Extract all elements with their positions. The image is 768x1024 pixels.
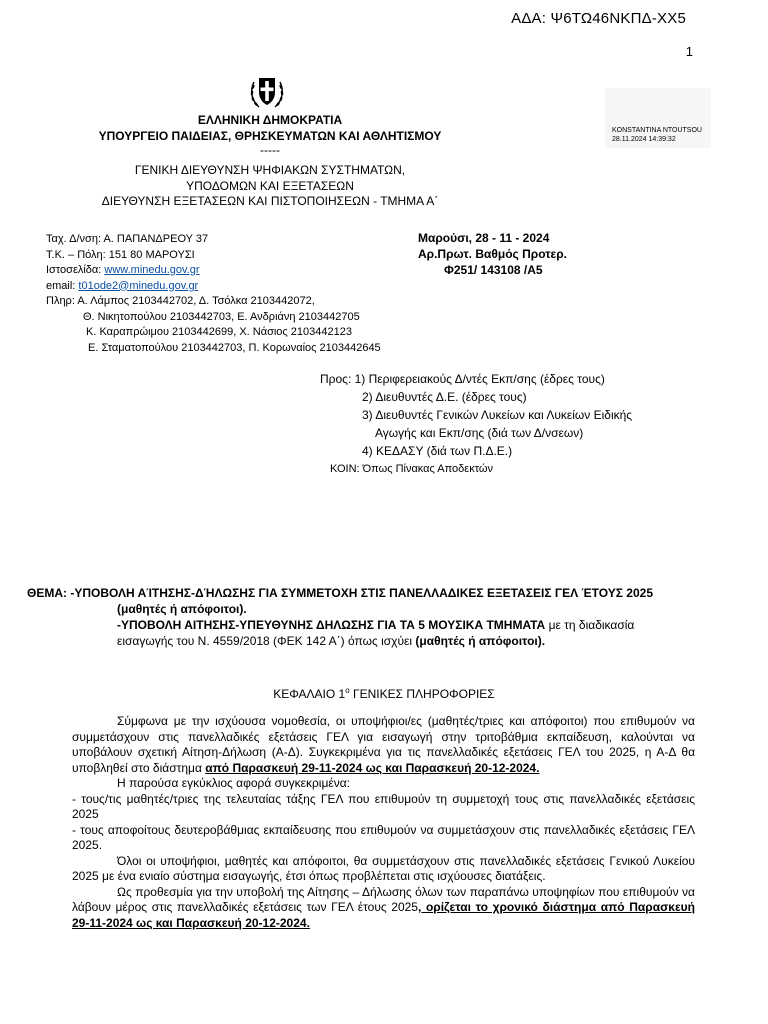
website-link[interactable]: www.minedu.gov.gr — [104, 264, 200, 276]
recipient-4: 4) ΚΕΔΑΣΥ (διά των Π.Δ.Ε.) — [362, 444, 513, 458]
contact-info-2: Θ. Νικητοπούλου 2103442703, Ε. Ανδριάνη 2103442705 — [83, 310, 360, 323]
address-email-row — [46, 279, 381, 295]
contact-info-3: Κ. Καραπρώιμου 2103442699, Χ. Νάσιος 2103442123 — [86, 326, 352, 338]
paragraph-4: - τους αποφοίτους δευτεροβάθμιας εκπαίδευσης που επιθυμούν να συμμετάσχουν στις πανελλαδικές εξετάσεις ΓΕΛ 2025. — [72, 822, 695, 852]
department-line-2: ΥΠΟΔΟΜΩΝ ΚΑΙ ΕΞΕΤΑΣΕΩΝ — [186, 178, 354, 193]
recipient-3: 3) Διευθυντές Γενικών Λυκείων και Λυκείων Ειδικής — [362, 408, 633, 422]
website-label: Ιστοσελίδα: — [46, 264, 105, 276]
email-link[interactable]: t01ode2@minedu.gov.gr — [78, 279, 199, 292]
subject-label: ΘΕΜΑ: — [27, 586, 71, 600]
body-content — [72, 714, 695, 931]
address-block — [46, 232, 381, 356]
recipient-2: 2) Διευθυντές Δ.Ε. (έδρες τους) — [362, 390, 527, 404]
subject-line-2: (μαθητές ή απόφοιτοι). — [117, 602, 247, 616]
subject-line-1: ΘΕΜΑ: -ΥΠΟΒΟΛΗ ΑΊΤΗΣΗΣ-ΔΉΛΩΣΗΣ ΓΙΑ ΣΥΜΜΕΤΟΧΗ ΣΤΙΣ ΠΑΝΕΛΛΑΔΙΚΕΣ ΕΞΕΤΑΣΕΙΣ ΓΕΛ ΈΤΟΥΣ 2025 — [27, 586, 653, 600]
paragraph-3: - τους/τις μαθητές/τριες της τελευταίας τάξης ΓΕΛ που επιθυμούν τη συμμετοχή τους στις πανελλαδικές εξετάσεις 2025 — [72, 791, 695, 821]
paragraph-5: Όλοι οι υποψήφιοι, μαθητές και απόφοιτοι, θα συμμετάσχουν στις πανελλαδικές εξετάσεις Γενικού Λυκείου 2025 με ένα ενιαίο σύστημα εισαγωγής, έτσι όπως προβλέπεται στις ισχύουσες διατάξεις. — [72, 853, 695, 883]
greek-coat-of-arms-icon — [247, 72, 287, 112]
department-line-3: ΔΙΕΥΘΥΝΣΗ ΕΞΕΤΑΣΕΩΝ ΚΑΙ ΠΙΣΤΟΠΟΙΗΣΕΩΝ - ΤΜΗΜΑ Α΄ — [101, 194, 439, 208]
recipients-block — [320, 370, 632, 478]
contact-info-4: Ε. Σταματοπούλου 2103442703, Π. Κορωναίος 2103442645 — [88, 341, 381, 354]
chapter-heading: ΚΕΦΑΛΑΙΟ $1^o$ ΓΕΝΙΚΕΣ ΠΛΗΡΟΦΟΡΙΕΣ — [273, 686, 495, 701]
digital-signature — [605, 88, 711, 148]
contact-info-1: Πληρ: Α. Λάμπος 2103442702, Δ. Τσόλκα 2103442072, — [46, 295, 315, 307]
header-separator: ----- — [260, 143, 280, 157]
ministry-header — [60, 112, 480, 156]
header-country: ΕΛΛΗΝΙΚΗ ΔΗΜΟΚΡΑΤΙΑ — [197, 113, 343, 127]
signature-datetime: 28.11.2024 14:39:32 — [612, 136, 676, 143]
signature-name: KONSTANTINA NTOUTSOU — [612, 127, 702, 134]
subject-line-4: εισαγωγής του Ν. 4559/2018 (ΦΕΚ 142 Α΄) όπως ισχύει (μαθητές ή απόφοιτοι). — [117, 634, 546, 648]
recipient-3-cont: Αγωγής και Εκπ/σης (διά των Δ/νσεων) — [375, 426, 584, 440]
paragraph-2: Η παρούσα εγκύκλιος αφορά συγκεκριμένα: — [117, 776, 350, 790]
address-street: Ταχ. Δ/νση: Α. ΠΑΠΑΝΔΡΕΟΥ 37 — [46, 233, 209, 245]
document-date: Μαρούσι, 28 - 11 - 2024 — [418, 231, 550, 245]
page-number: 1 — [685, 44, 693, 59]
subject-line-3: -ΥΠΟΒΟΛΗ ΑΙΤΗΣΗΣ-ΥΠΕΥΘΥΝΗΣ ΔΗΛΩΣΗΣ ΓΙΑ ΤΑ 5 ΜΟΥΣΙΚΑ ΤΜΗΜΑΤΑ με τη διαδικασία — [117, 618, 635, 632]
department-line-1: ΓΕΝΙΚΗ ΔΙΕΥΘΥΝΣΗ ΨΗΦΙΑΚΩΝ ΣΥΣΤΗΜΑΤΩΝ, — [134, 163, 406, 177]
paragraph-6: Ως προθεσμία για την υποβολή της Αίτησης – Δήλωσης όλων των παραπάνω υποψηφίων που επιθυμούν να λάβουν μέρος στις πανελλαδικές εξετάσεις των ΓΕΛ έτους 2025, ορίζεται το χρονικό διάστημα από Παρασκευή 29-11-2024 ως και Παρασκευή 20-12-2024. — [72, 884, 695, 930]
department-block — [40, 163, 500, 210]
recipient-1: Προς: 1) Περιφερειακούς Δ/ντές Εκπ/σης (έδρες τους) — [320, 372, 605, 386]
header-ministry: ΥΠΟΥΡΓΕΙΟ ΠΑΙΔΕΙΑΣ, ΘΡΗΣΚΕΥΜΑΤΩΝ ΚΑΙ ΑΘΛΗΤΙΣΜΟΥ — [98, 129, 442, 143]
ada-code: ΑΔΑ: Ψ6ΤΩ46ΝΚΠΔ-ΧΧ5 — [511, 10, 686, 27]
recipients-koin: ΚΟΙΝ: Όπως Πίνακας Αποδεκτών — [330, 463, 493, 475]
paragraph-1: Σύμφωνα με την ισχύουσα νομοθεσία, οι υποψήφιοι/ες (μαθητές/τριες και απόφοιτοι) που επιθυμούν να συμμετάσχουν στις πανελλαδικές εξετάσεις ΓΕΛ για εισαγωγή στην τριτοβάθμια εκπαίδευση, καλούνται να υποβάλουν σχετική Αίτηση-Δήλωση (Α-Δ). Συγκεκριμένα για τις πανελλαδικές εξετάσεις ΓΕΛ του 2025, η Α-Δ θα υποβληθεί στο διάστημα από Παρασκευή 29-11-2024 ως και Παρασκευή 20-12-2024. — [72, 714, 695, 775]
address-website-row — [46, 263, 381, 279]
protocol-label: Αρ.Πρωτ. Βαθμός Προτερ. — [418, 247, 568, 261]
address-postal: Τ.Κ. – Πόλη: 151 80 ΜΑΡΟΥΣΙ — [46, 248, 195, 261]
subject-block — [27, 585, 695, 649]
protocol-reference: Φ251/ 143108 /Α5 — [444, 263, 543, 277]
date-block — [418, 230, 567, 278]
email-label: email: — [46, 279, 79, 292]
